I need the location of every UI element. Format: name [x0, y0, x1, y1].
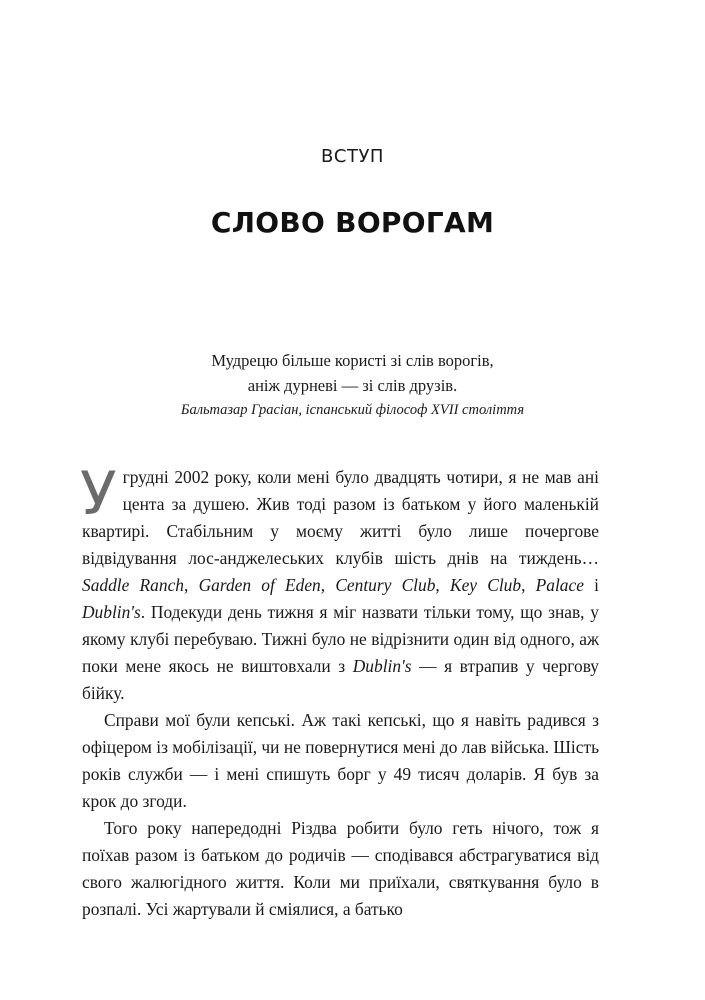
club-name: Dublin's: [352, 656, 412, 676]
club-name: Key Club: [449, 575, 522, 595]
text-run: і: [583, 575, 600, 595]
text-run: ,: [435, 575, 450, 595]
text-run: ,: [320, 575, 336, 595]
club-name: Palace: [535, 575, 584, 595]
paragraph-2: Справи мої були кепські. Аж такі кепські, що я навіть радився з офіцером із мобілізації, чи не повернутися мені до лав війська. Шість років служби — і мені спишуть борг у 49 тисяч доларів. Я був за крок до згоди.: [82, 710, 599, 811]
paragraph-3: Того року напередодні Різдва робити було геть нічого, тож я поїхав разом із батьком до родичів — сподівався абстрагуватися від свого жалюгідного життя. Коли ми приїхали, святкування було в розпалі. Усі жартували й сміялися, а батько: [82, 818, 599, 919]
epigraph-line-2: аніж дурневі — зі слів друзів.: [247, 376, 458, 395]
text-run: ,: [183, 575, 199, 595]
club-name: Saddle Ranch: [82, 575, 184, 595]
paragraph-1: [80, 459, 600, 707]
body-text: [80, 459, 600, 923]
epigraph-attribution: Бальтазар Грасіан, іспанський філософ XVII століття: [180, 402, 525, 418]
club-name: Century Club: [335, 575, 436, 595]
text-run: — я втрапив у чергову бійку.: [82, 656, 600, 703]
text-run: грудні 2002 року, коли мені було двадцять чотири, я не мав ані цента за душею. Жив тоді разом із батьком у його маленькій квартирі. Стабільним у моєму житті було лише почергове відвідування лос-анджелеських клубів шість днів на тиждень…: [82, 467, 599, 568]
epigraph: [100, 348, 605, 422]
drop-cap: У: [80, 459, 117, 529]
text-run: . Подекуди день тижня я міг назвати тільки тому, що знав, у якому клубі перебуваю. Тижні було не відрізнити один від одного, аж поки мене якось не виштовхали з: [82, 602, 599, 676]
club-name: Dublin's: [82, 602, 141, 622]
chapter-label: ВСТУП: [321, 146, 384, 167]
text-run: ,: [521, 575, 536, 595]
chapter-title: СЛОВО ВОРОГАМ: [210, 206, 495, 239]
epigraph-line-1: Мудрецю більше користі зі слів ворогів,: [211, 351, 494, 370]
club-name: Garden of Eden: [198, 575, 321, 595]
